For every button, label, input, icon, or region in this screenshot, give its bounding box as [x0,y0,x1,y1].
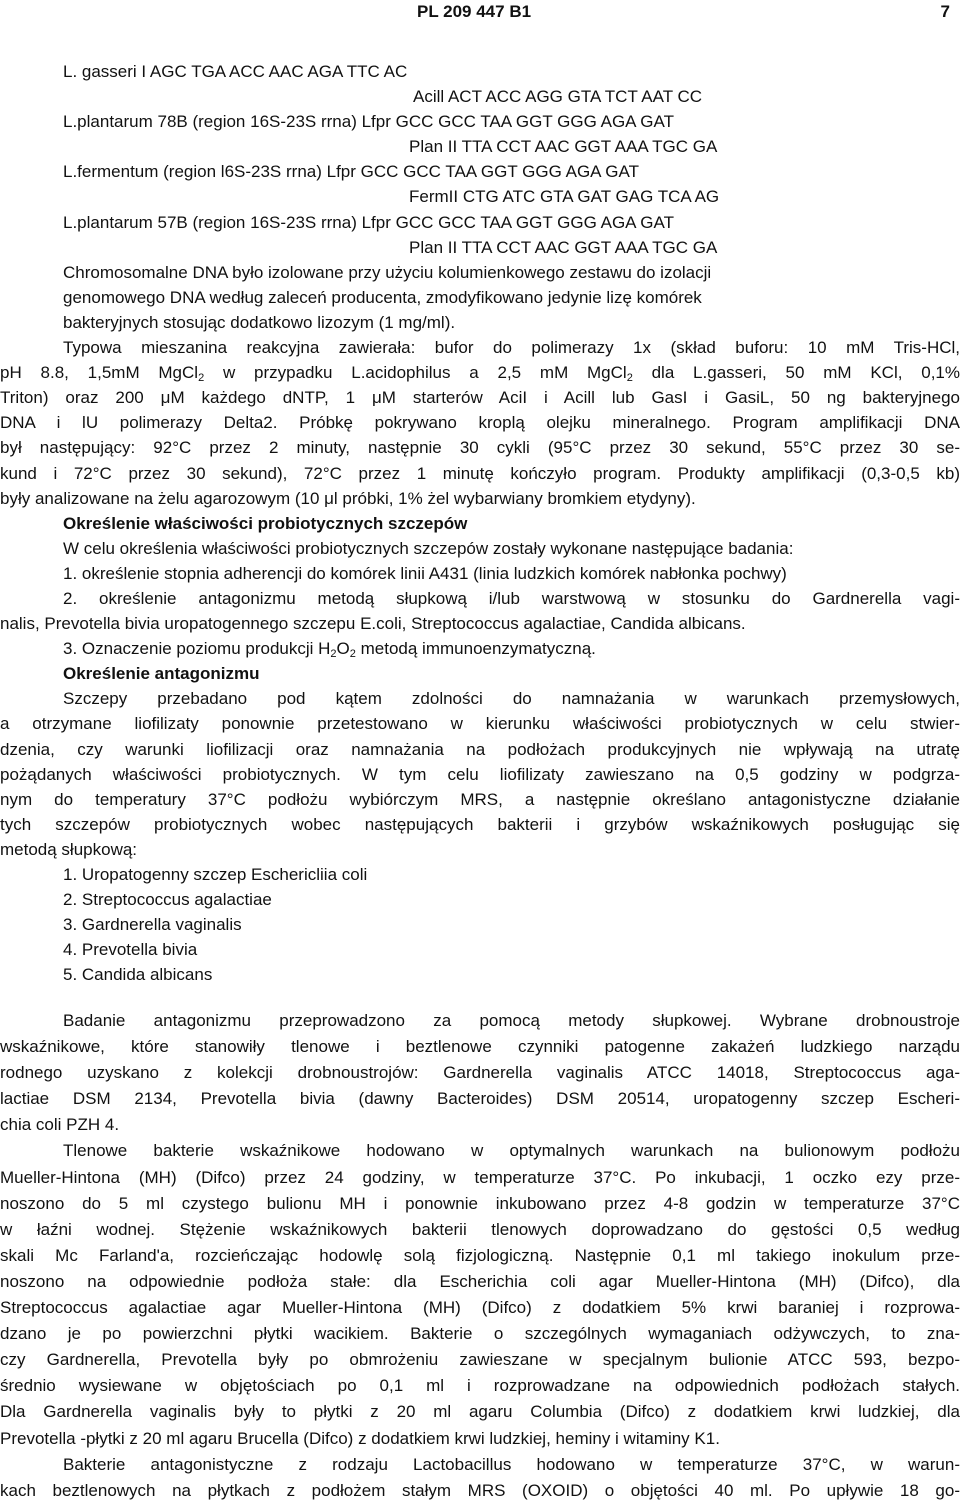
paragraph-line: genomowego DNA według zaleceń producenta, zmodyfikowano jedynie lizę komórek [63,287,702,307]
paragraph-line: Bakterie antagonistyczne z rodzaju Lactobacillus hodowano w temperaturze 37°C, w warun- [63,1454,960,1474]
page-number: 7 [940,2,950,21]
paragraph-line: noszono na odpowiednie podłoża stałe: dla Escherichia coli agar Mueller-Hintona (MH) (Difco), dla [0,1271,960,1291]
paragraph-line: skali Mc Farland'a, rozcieńczając hodowlę solą fizjologiczną. Następnie 0,1 ml takiego inokulum prze- [0,1245,960,1265]
list-item: 2. Streptococcus agalactiae [63,890,272,910]
top-content [0,59,960,987]
paragraph-line: średnio wysiewane w objętościach po 0,1 ml i rozprowadzane na odpowiednich podłożach stałych. [0,1376,960,1396]
primer-line: Acill ACT ACC AGG GTA TCT AAT CC [413,87,703,107]
primer-line: Plan II TTA CCT AAC GGT AAA TGC GA [409,237,718,257]
paragraph-line: rodnego uzyskano z kolekcji drobnoustrojów: Gardnerella vaginalis ATCC 14018, Streptococcus aga- [0,1063,960,1083]
paragraph-line: Prevotella -płytki z 20 ml agaru Brucella (Difco) z dodatkiem krwi ludzkiej, heminy i witaminy K1. [0,1428,720,1448]
paragraph-line: Triton) oraz 200 μM każdego dNTP, 1 μM starterów AciI i Acill lub GasI i GasiL, 50 ng bakteryjnego [0,388,960,408]
page-header [0,2,960,24]
primer-line: FermII CTG ATC GTA GAT GAG TCA AG [409,187,720,207]
primer-line: L.plantarum 57B (region 16S-23S rrna) Lfpr GCC GCC TAA GGT GGG AGA GAT [63,212,674,232]
paragraph-line: noszono do 5 ml czystego bulionu MH i ponownie inkubowano przez 4-8 godzin w temperaturze 37°C [0,1193,960,1213]
list-item: 3. Oznaczenie poziomu produkcji $H_2O_2$ metodą immunoenzymatyczną. [63,639,596,661]
primer-line: Plan II TTA CCT AAC GGT AAA TGC GA [409,137,718,157]
paragraph-line: kund i 72°C przez 30 sekund), 72°C przez 1 minutę kończyło program. Produkty amplifikacji (0,3-0,5 kb) [0,463,960,483]
paragraph-line: Dla Gardnerella vaginalis były to płytki z 20 ml agaru Columbia (Difco) z dodatkiem krwi ludzkiej, dla [0,1402,960,1422]
paragraph-line: Mueller-Hintona (MH) (Difco) przez 24 godziny, w temperaturze 37°C. Po inkubacji, 1 oczko ezy prze- [0,1167,960,1187]
list-item: 1. Uropatogenny szczep Eschericliia coli [63,865,368,884]
paragraph-line: dzenia, czy warunki liofilizacji oraz namnażania na podłożach produkcyjnych nie wpływają na utratę [0,739,960,759]
paragraph-line: czy Gardnerella, Prevotella były po obmrożeniu zawieszane w specjalnym bulionie ATCC 593, bezpo- [0,1350,960,1370]
paragraph-line: pH 8.8, 1,5mM MgCl$_2$ w przypadku L.acidophilus a 2,5 mM MgCl$_2$ dla L.gasseri, 50 mM KCl, 0,1% [0,363,960,385]
paragraph-line: lactiae DSM 2134, Prevotella bivia (dawny Bacteroides) DSM 20514, uropatogenny szczep Escheri- [0,1089,960,1109]
paragraph-line: metodą słupkową: [0,839,138,859]
paragraph-line: w łaźni wodnej. Stężenie wskaźnikowych bakterii tlenowych doprowadzano do gęstości 0,5 według [0,1219,960,1239]
paragraph-line: dzano je po powierzchni płytki wacikiem. Bakterie o szczególnych wymaganiach odżywczych, to zna- [0,1324,960,1344]
paragraph-line: chia coli PZH 4. [0,1115,120,1135]
list-item: 4. Prevotella bivia [63,940,198,960]
paragraph-line: Streptococcus agalactiae agar Mueller-Hintona (MH) (Difco) z dodatkiem 5% krwi baraniej i rozprowa- [0,1298,960,1318]
paragraph-line: a otrzymane liofilizaty ponownie przetestowano w kierunku właściwości probiotycznych w celu stwier- [0,714,960,734]
section-heading: Określenie antagonizmu [63,664,260,684]
paragraph-line: był następujący: 92°C przez 2 minuty, następnie 30 cykli (95°C przez 30 sekund, 55°C przez 30 se- [0,438,960,458]
paragraph-line: były analizowane na żelu agarozowym (10 μl próbki, 1% żel wybarwiany bromkiem etydyny). [0,488,696,508]
list-item: 2. określenie antagonizmu metodą słupkową i/lub warstwową w stosunku do Gardnerella vagi- [63,588,960,608]
paragraph-line: W celu określenia właściwości probiotycznych szczepów zostały wykonane następujące badania: [63,538,794,558]
paragraph-line: Badanie antagonizmu przeprowadzono za pomocą metody słupkowej. Wybrane drobnoustroje [63,1011,960,1030]
section-heading: Określenie właściwości probiotycznych szczepów [63,513,468,533]
primer-line: L. gasseri I AGC TGA ACC AAC AGA TTC AC [63,62,408,81]
paragraph-line: wskaźnikowe, które stanowiły tlenowe i beztlenowe czynniki patogenne zakażeń ludzkiego narządu [0,1037,960,1057]
primer-line: L.fermentum (region l6S-23S rrna) Lfpr GCC GCC TAA GGT GGG AGA GAT [63,162,639,182]
paragraph-line: bakteryjnych stosując dodatkowo lizozym (1 mg/ml). [63,312,456,332]
list-item: 3. Gardnerella vaginalis [63,915,242,935]
paragraph-line: Tlenowe bakterie wskaźnikowe hodowano w optymalnych warunkach na bulionowym podłożu [63,1141,960,1161]
lower-content [0,1008,960,1504]
list-item: nalis, Prevotella bivia uropatogennego szczepu E.coli, Streptococcus agalactiae, Candida albicans. [0,614,746,634]
paragraph-line: kach beztlenowych na płytkach z podłożem stałym MRS (OXOID) o objętości 40 ml. Po upływie 18 go- [0,1480,960,1500]
patent-number: PL 209 447 B1 [417,2,532,21]
paragraph-line: DNA i lU polimerazy Delta2. Próbkę pokrywano kroplą olejku mineralnego. Program amplifikacji DNA [0,413,960,433]
paragraph-line: Szczepy przebadano pod kątem zdolności do namnażania w warunkach przemysłowych, [63,689,960,709]
paragraph-line: Chromosomalne DNA było izolowane przy użyciu kolumienkowego zestawu do izolacji [63,262,712,282]
paragraph-line: Typowa mieszanina reakcyjna zawierała: bufor do polimerazy 1x (skład buforu: 10 mM Tris-HCl, [63,338,960,358]
list-item: 1. określenie stopnia adherencji do komórek linii A431 (linia ludzkich komórek nabłonka pochwy) [63,563,787,583]
primer-line: L.plantarum 78B (region 16S-23S rrna) Lfpr GCC GCC TAA GGT GGG AGA GAT [63,112,674,132]
paragraph-line: tych szczepów probiotycznych wobec następujących bakterii i grzybów wskaźnikowych posługując się [0,814,960,834]
paragraph-line: pożądanych właściwości probiotycznych. W tym celu liofilizaty zawieszano na 0,5 godziny w podgrza- [0,764,960,784]
list-item: 5. Candida albicans [63,965,213,985]
paragraph-line: nym do temperatury 37°C podłożu wybiórczym MRS, a następnie określano antagonistyczne działanie [0,789,960,809]
